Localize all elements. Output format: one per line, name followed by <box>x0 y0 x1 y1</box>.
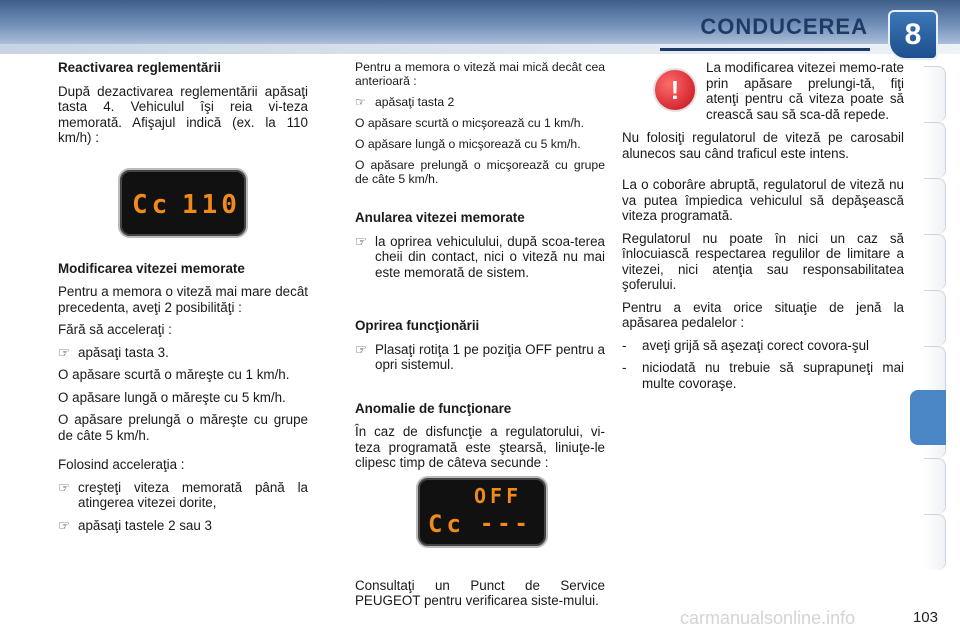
dash-mat: - aveţi grijă să aşezaţi corect covora-şul <box>622 337 869 353</box>
text-warning: La modificarea vitezei memo-rate prin apăsare prelungi-tă, fiţi atenţi pentru că viteza poate să crească sau să sca-dă repede. <box>706 60 904 122</box>
watermark: carmanualsonline.info <box>680 608 856 628</box>
text-with-accel: Folosind acceleraţia : <box>58 457 185 472</box>
pointer-icon: ☞ <box>58 479 71 495</box>
chapter-tab[interactable] <box>924 514 946 570</box>
title-underline <box>660 48 870 51</box>
heading-cancel: Anularea vitezei memorate <box>355 210 525 225</box>
pointer-icon: ☞ <box>355 341 368 357</box>
page-number: 103 <box>912 609 938 626</box>
display-speed: 110 <box>182 190 241 220</box>
display-off-label: OFF <box>474 484 523 508</box>
text-short-decrease: O apăsare scurtă o micşorează cu 1 km/h. <box>355 116 584 130</box>
pointer-icon: ☞ <box>58 517 71 533</box>
bullet-press-2: ☞ apăsaţi tasta 2 <box>355 95 455 109</box>
bullet-increase: ☞ creşteţi viteza memorată până la atingerea vitezei dorite, <box>58 479 308 510</box>
display-cc-label: Cc <box>132 190 172 220</box>
chapter-tab[interactable] <box>924 66 946 122</box>
chapter-tab[interactable] <box>924 458 946 514</box>
chapter-tab-active[interactable] <box>910 390 946 445</box>
text-extended-decrease: O apăsare prelungă o micşorează cu grupe de câte 5 km/h. <box>355 158 605 186</box>
column-right <box>622 60 904 398</box>
column-left <box>58 60 308 540</box>
text-modify-speed: Pentru a memora o viteză mai mare decât precedenta, aveţi 2 posibilităţi : <box>58 284 308 315</box>
text-lower-speed: Pentru a memora o viteză mai mică decât cea anterioară : <box>355 60 605 88</box>
page-title: CONDUCEREA <box>700 14 868 39</box>
text-reactivation: După dezactivarea reglementării apăsaţi tasta 4. Vehiculul îşi reia vi-teza memorată. Afişajul indică (ex. la 110 km/h) : <box>58 83 308 145</box>
chapter-tab[interactable] <box>924 234 946 290</box>
bullet-stop: ☞ Plasaţi rotiţa 1 pe poziţia OFF pentru a opri sistemul. <box>355 341 605 372</box>
warning-icon: ! <box>653 68 697 112</box>
bullet-press-2-3: ☞ apăsaţi tastele 2 sau 3 <box>58 517 212 533</box>
text-pedals: Pentru a evita orice situaţie de jenă la apăsarea pedalelor : <box>622 299 904 330</box>
heading-reactivation: Reactivarea reglementării <box>58 60 222 75</box>
heading-anomaly: Anomalie de funcţionare <box>355 400 512 416</box>
display-cc-label: Cc <box>428 510 465 538</box>
pointer-icon: ☞ <box>58 344 71 360</box>
chapter-tab[interactable] <box>924 122 946 178</box>
text-consult-service: Consultaţi un Punct de Service PEUGEOT pentru verificarea siste-mului. <box>355 577 605 608</box>
dash-mats: - niciodată nu trebuie să suprapuneţi mai multe covoraşe. <box>622 360 904 391</box>
chapter-tab[interactable] <box>924 178 946 234</box>
heading-stop: Oprirea funcţionării <box>355 318 480 333</box>
text-anomaly: În caz de disfuncţie a regulatorului, vi-teza programată este ştearsă, liniuţe-le clipesc timp de câteva secunde : <box>355 424 605 470</box>
chapter-tabs <box>924 66 946 576</box>
text-short-press: O apăsare scurtă o măreşte cu 1 km/h. <box>58 367 290 382</box>
chapter-tab[interactable] <box>924 290 946 346</box>
bullet-cancel: ☞ la oprirea vehiculului, după scoa-terea cheii din contact, nici o viteză nu mai este memorată de sistem. <box>355 233 605 280</box>
display-cc-110 <box>118 168 248 238</box>
text-descent: La o coborâre abruptă, regulatorul de viteză nu va putea împiedica vehiculul să depăşească viteza programată. <box>622 177 904 223</box>
text-no-accel: Fără să acceleraţi : <box>58 322 172 337</box>
heading-modify-speed: Modificarea vitezei memorate <box>58 260 245 276</box>
text-long-press: O apăsare lungă o măreşte cu 5 km/h. <box>58 389 286 405</box>
text-extended-press: O apăsare prelungă o măreşte cu grupe de câte 5 km/h. <box>58 412 308 443</box>
chapter-badge: 8 <box>888 10 938 60</box>
page-header <box>0 0 960 54</box>
text-rules: Regulatorul nu poate în nici un caz să înlocuiască respectarea regulilor de limitare a vitezei, nici atenţia sau responsabilitatea şoferului. <box>622 230 904 292</box>
text-long-decrease: O apăsare lungă o micşorează cu 5 km/h. <box>355 137 581 151</box>
bullet-press-3: ☞ apăsaţi tasta 3. <box>58 344 169 360</box>
pointer-icon: ☞ <box>355 95 366 109</box>
display-off <box>416 476 548 548</box>
text-slippery: Nu folosiţi regulatorul de viteză pe carosabil alunecos sau când traficul este intens. <box>622 130 904 161</box>
pointer-icon: ☞ <box>355 233 368 249</box>
display-dashes: --- <box>480 512 532 537</box>
